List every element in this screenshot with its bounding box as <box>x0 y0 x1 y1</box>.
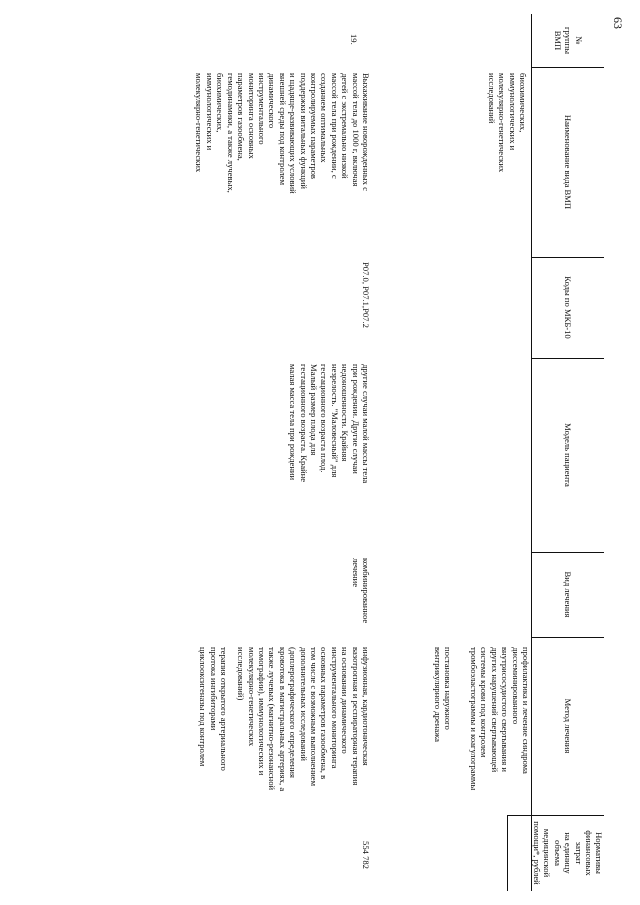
header-treatment-type: Вид лечения <box>563 571 574 618</box>
header-treatment-method: Метод лечения <box>563 698 574 754</box>
col-divider-3 <box>532 358 604 359</box>
col-divider-5 <box>532 637 604 638</box>
header-icd-codes: Коды по МКБ-10 <box>563 276 574 339</box>
header-bottom-line <box>531 14 532 891</box>
row-19-treatment-type: комбинированное лечение <box>350 558 371 624</box>
row-19-method-2: терапия открытого артериального протока ингибиторами циклооксигеназы под контролем <box>198 647 229 771</box>
col-divider-2 <box>532 257 604 258</box>
continued-method-2: постановка наружного вентрикулярного дренажа <box>432 647 453 742</box>
col-divider-6 <box>508 815 604 816</box>
header-vmp-name: Наименование вида ВМП <box>563 114 574 210</box>
header-patient-model: Модель пациента <box>563 423 574 487</box>
row-19-method-1: инфузионная, кардиотоническая вазотропная и респираторная терапия на основании динамического инструментального мониторинга основных параметров газообмена, в том числе с возможным выполнением дополнительных исследований (доплерографического определения кровотока в магистральных артериях, а также лучевых (магнитно-резонансной томографии), иммунологических и молекулярно-генетических исследований) <box>236 647 371 792</box>
page-number: 63 <box>611 17 625 29</box>
continued-method-1: профилактика и лечение синдрома диссеминированного внутрисосудистого свертывания и других нарушений свертывающей системы крови под контролем тромбоэластограммы и коагулограммы <box>468 647 531 791</box>
rotated-document <box>0 14 604 891</box>
continued-vmp-name: биохимических, иммунологических и молекулярно-генетических исследований <box>486 73 528 173</box>
header-group-number: № группы ВМП <box>552 27 584 54</box>
row-19-financial-norm: 554 782 <box>361 841 371 869</box>
col-divider-1 <box>532 67 604 68</box>
row-19-vmp-name: Выхаживание новорожденных с массой тела до 1000 г, включая детей с экстремально низкой массой тела при рождении, с созданием оптимальных контролируемых параметров поддержки витальных функций и щадяще-развивающих условий внешней среды под контролем динамического инструментального мониторинга основных параметров газообмена, гемодинамики, а также лучевых, биохимических, иммунологических и молекулярно-генетических <box>194 73 371 194</box>
row-19-number: 19. <box>349 34 359 45</box>
row-19-patient-model: другие случаи малой массы тела при рождении. Другие случаи недоношенности. Крайняя незрелость. "Маловесный" для гестационного возраста плод. Малый размер плода для гестационного возраста. Крайне малая масса тела при рождении <box>288 364 371 484</box>
col-divider-4 <box>532 552 604 553</box>
header-financial-norm: Нормативы финансовых затрат на единицу объема медицинской помощи*, рублей <box>531 821 605 885</box>
row-19-icd-codes: P07.0, P07.1,P07.2 <box>361 262 371 328</box>
norm-header-bottom-line <box>507 815 508 891</box>
